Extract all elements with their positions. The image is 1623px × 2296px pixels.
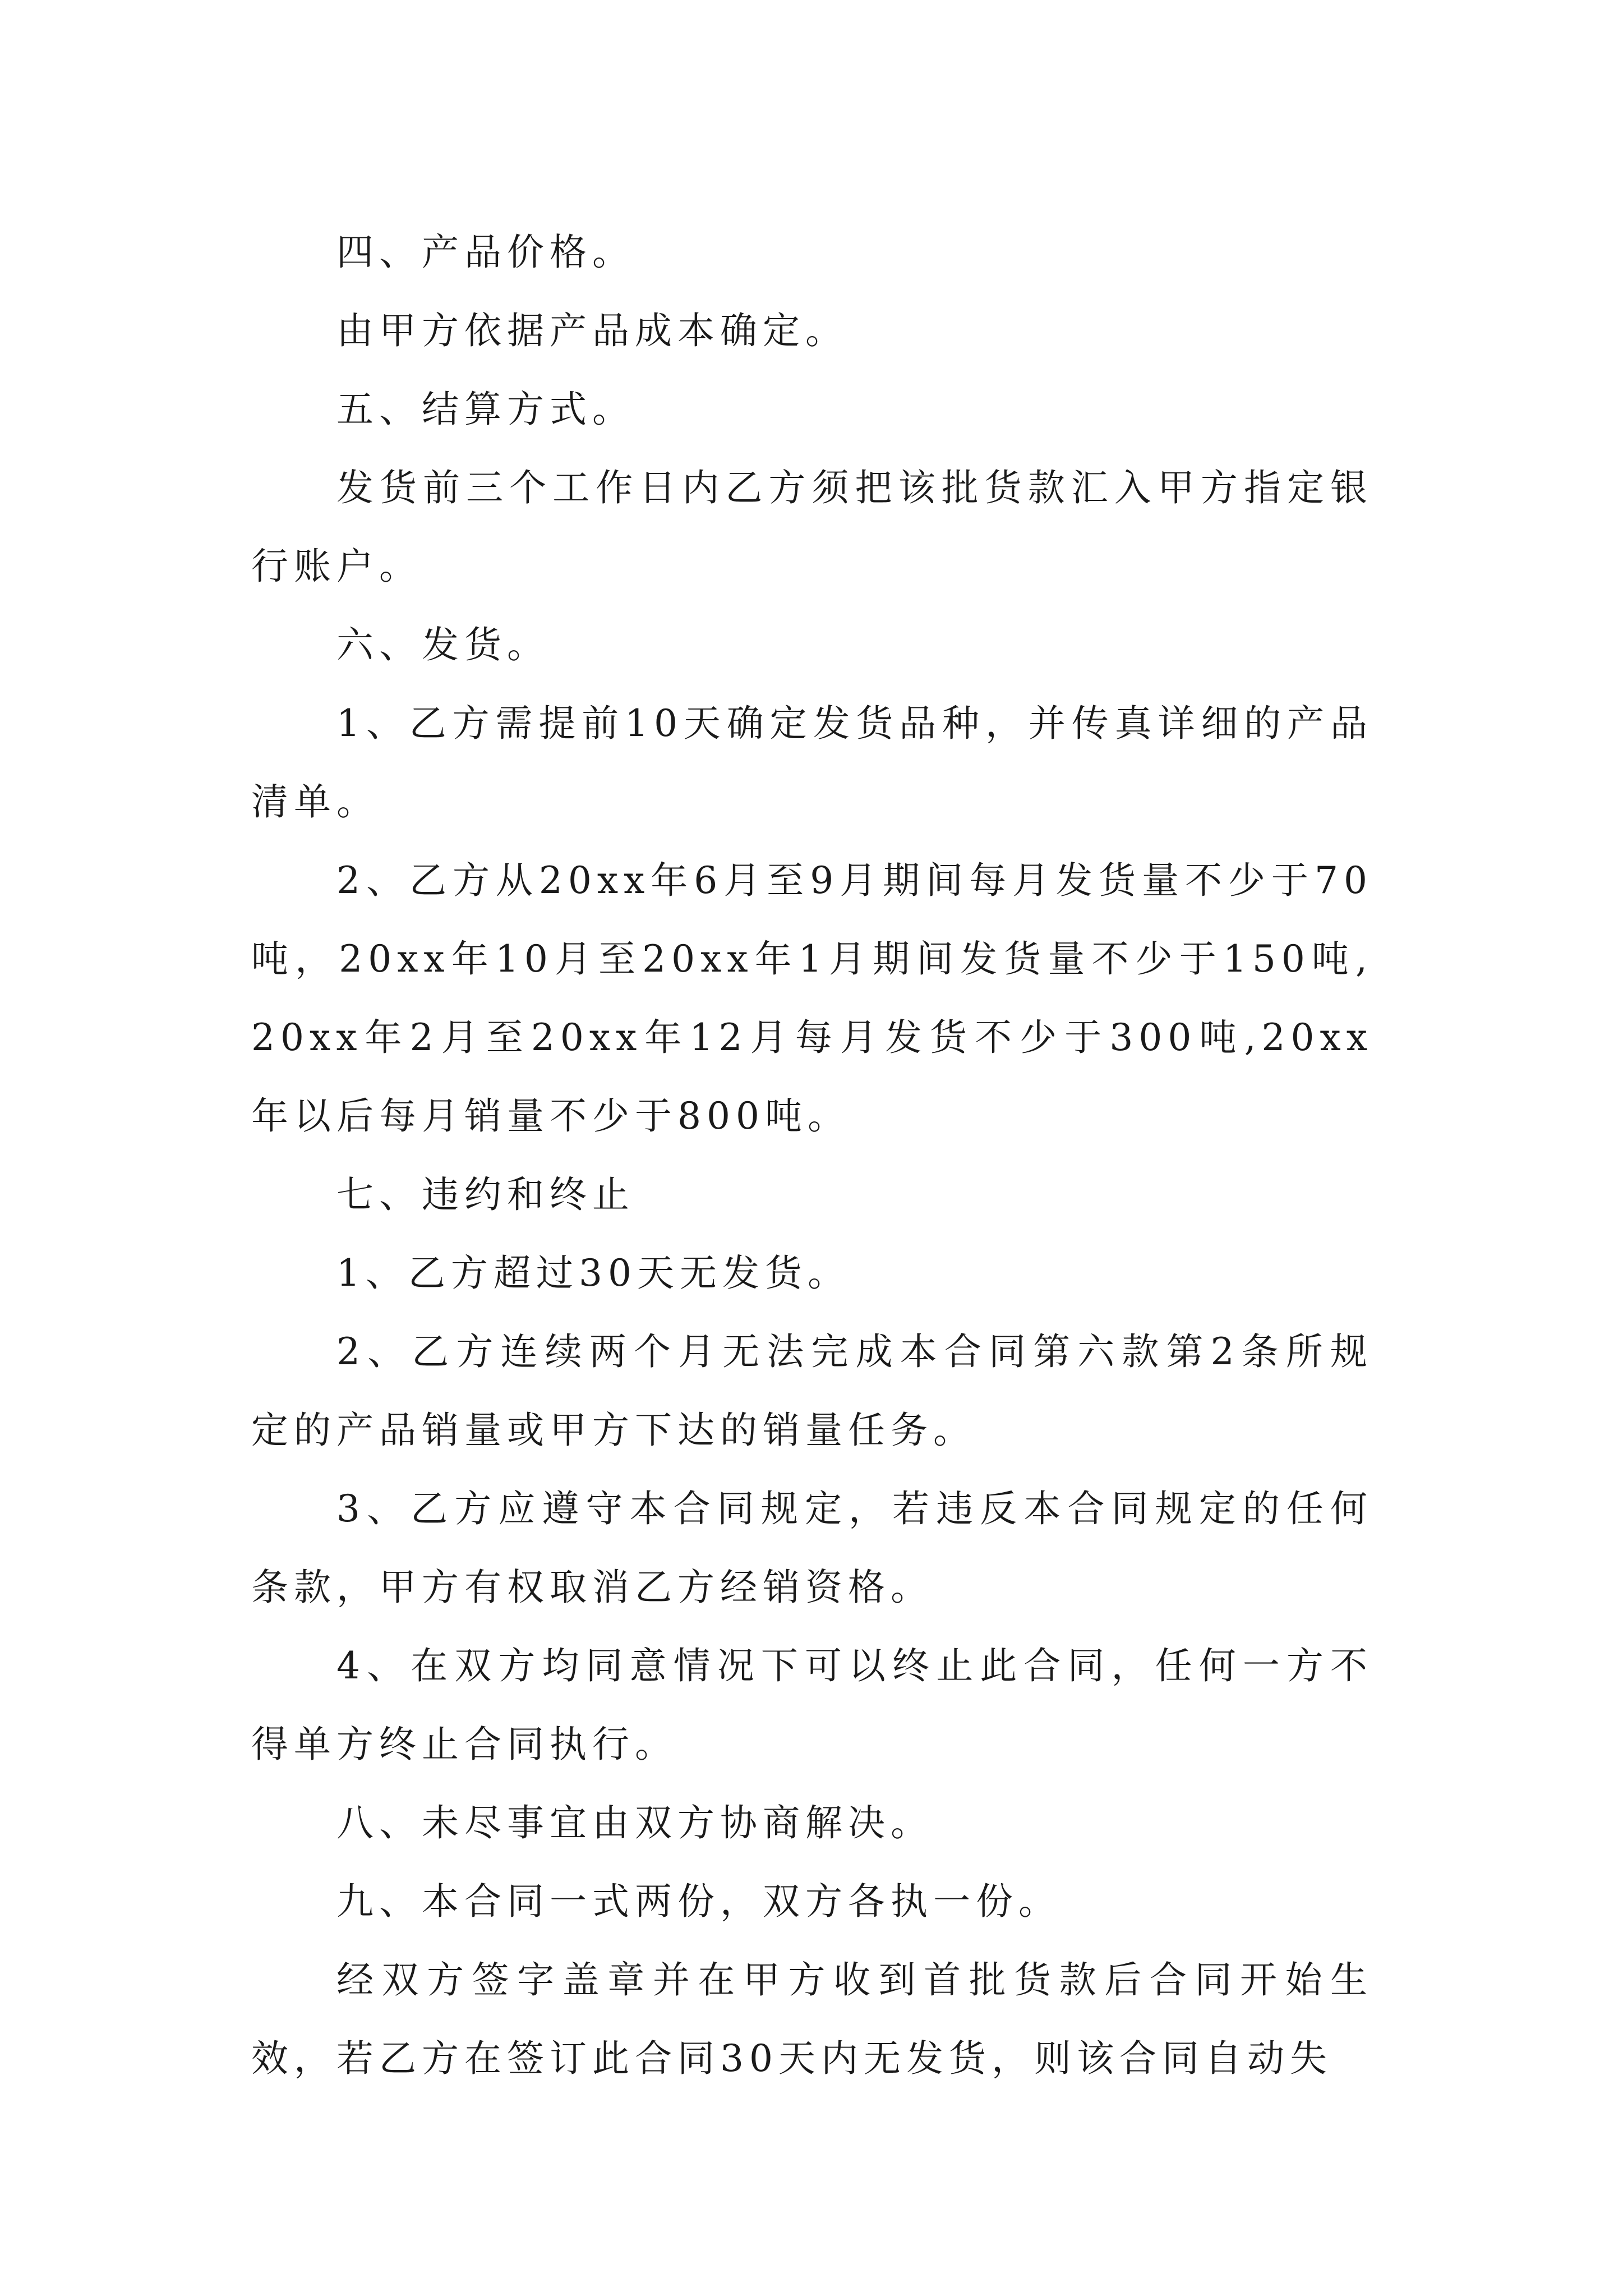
paragraph-breach-clause-3: 3、乙方应遵守本合同规定，若违反本合同规定的任何条款，甲方有权取消乙方经销资格。 bbox=[251, 1487, 1373, 1609]
section-heading-breach-termination: 七、违约和终止 bbox=[336, 1173, 635, 1216]
paragraph-breach-clause-1: 1、乙方超过30天无发货。 bbox=[336, 1251, 850, 1295]
paragraph-price-rule: 由甲方依据产品成本确定。 bbox=[336, 309, 848, 352]
paragraph-effectiveness: 经双方签字盖章并在甲方收到首批货款后合同开始生效，若乙方在签订此合同30天内无发货，则该合同自动失 bbox=[251, 1958, 1373, 2080]
section-heading-price: 四、产品价格。 bbox=[336, 231, 635, 274]
section-heading-settlement: 五、结算方式。 bbox=[336, 388, 635, 431]
paragraph-breach-clause-4: 4、在双方均同意情况下可以终止此合同，任何一方不得单方终止合同执行。 bbox=[251, 1644, 1373, 1766]
paragraph-settlement-rule: 发货前三个工作日内乙方须把该批货款汇入甲方指定银行账户。 bbox=[251, 466, 1373, 588]
section-heading-shipping: 六、发货。 bbox=[336, 623, 550, 666]
paragraph-unresolved-matters: 八、未尽事宜由双方协商解决。 bbox=[336, 1801, 933, 1844]
paragraph-copies: 九、本合同一式两份，双方各执一份。 bbox=[336, 1880, 1061, 1923]
contract-body bbox=[251, 213, 1373, 2098]
paragraph-shipping-clause-2: 2、乙方从20xx年6月至9月期间每月发货量不少于70吨，20xx年10月至20xx年1月期间发货量不少于150吨,20xx年2月至20xx年12月每月发货不少于300吨,20xx年以后每月销量不少于800吨。 bbox=[251, 859, 1373, 1138]
paragraph-shipping-clause-1: 1、乙方需提前10天确定发货品种，并传真详细的产品清单。 bbox=[251, 702, 1373, 823]
paragraph-breach-clause-2: 2、乙方连续两个月无法完成本合同第六款第2条所规定的产品销量或甲方下达的销量任务。 bbox=[251, 1330, 1373, 1452]
